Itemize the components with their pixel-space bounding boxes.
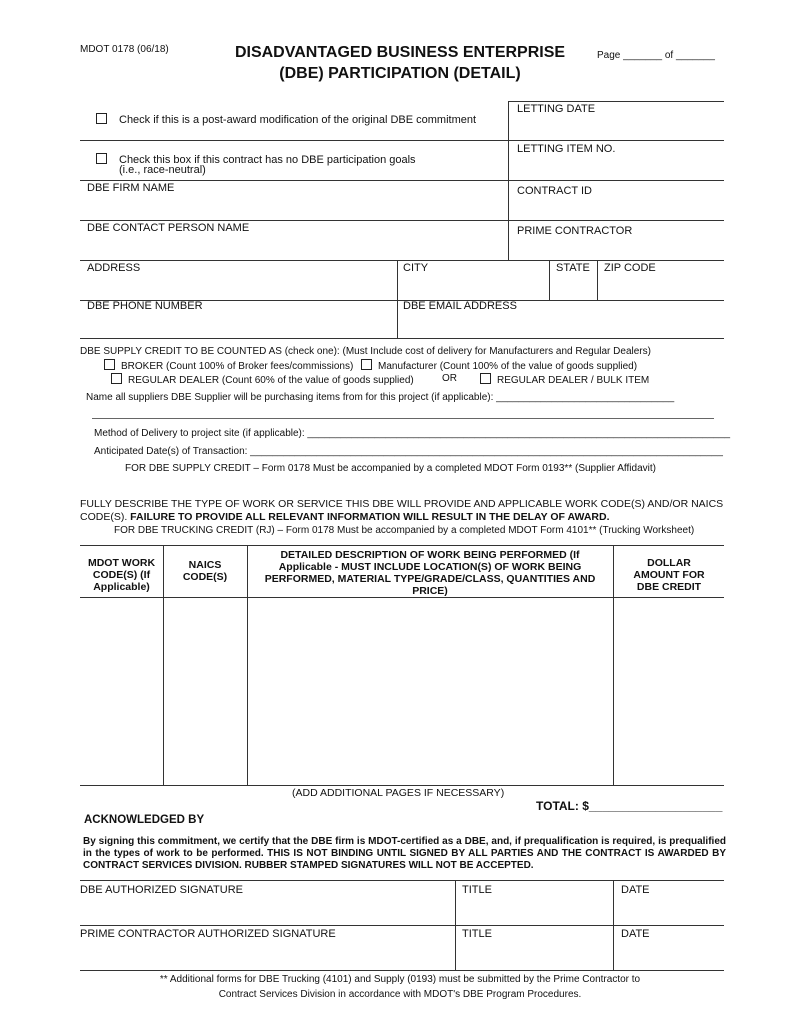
contract-id-field[interactable]: CONTRACT ID [517,185,592,197]
acknowledged-heading: ACKNOWLEDGED BY [84,814,205,826]
dbe-date-field[interactable]: DATE [621,884,650,896]
col-header-dollar-amount: DOLLAR AMOUNT FOR DBE CREDIT [633,557,705,593]
address-field[interactable]: ADDRESS [87,262,141,274]
state-field[interactable]: STATE [556,262,590,274]
checkbox[interactable] [111,373,122,384]
post-award-checkbox-row[interactable]: Check if this is a post-award modification of the original DBE commitment [96,113,476,126]
dbe-signature-field[interactable]: DBE AUTHORIZED SIGNATURE [80,884,243,896]
total-field[interactable]: TOTAL: $____________________ [536,799,723,813]
prime-signature-field[interactable]: PRIME CONTRACTOR AUTHORIZED SIGNATURE [80,928,336,940]
col-header-description: DETAILED DESCRIPTION OF WORK BEING PERFORMED (If Applicable - MUST INCLUDE LOCATION(S) OF WORK BEING PERFORMED, MATERIAL TYPE/GRADE/CLASS, QUANTITIES AND PRICE) [264,549,596,597]
work-instructions: FULLY DESCRIBE THE TYPE OF WORK OR SERVICE THIS DBE WILL PROVIDE AND APPLICABLE WORK CODE(S) AND/OR NAICS [80,498,724,510]
no-goals-checkbox-row[interactable]: Check this box if this contract has no DBE participation goals [96,153,416,166]
zip-field[interactable]: ZIP CODE [604,262,656,274]
supply-intro: DBE SUPPLY CREDIT TO BE COUNTED AS (check one): (Must Include cost of delivery for Manufacturers and Regular Dealers) [80,346,651,357]
email-field[interactable]: DBE EMAIL ADDRESS [403,300,517,312]
city-field[interactable]: CITY [403,262,429,274]
form-id: MDOT 0178 (06/18) [80,44,169,55]
no-goals-note: (i.e., race-neutral) [119,164,206,176]
regular-dealer-option[interactable]: REGULAR DEALER (Count 60% of the value of goods supplied) [111,373,414,386]
prime-date-field[interactable]: DATE [621,928,650,940]
footer-note-1: ** Additional forms for DBE Trucking (4101) and Supply (0193) must be submitted by the Prime Contractor to [159,974,641,985]
prime-title-field[interactable]: TITLE [462,928,492,940]
checkbox[interactable] [361,359,372,370]
broker-option[interactable]: BROKER (Count 100% of Broker fees/commissions) [104,359,353,372]
supply-note: FOR DBE SUPPLY CREDIT – Form 0178 Must be accompanied by a completed MDOT Form 0193** (Supplier Affidavit) [125,463,656,474]
bulk-item-option[interactable]: REGULAR DEALER / BULK ITEM [480,373,649,386]
dates-field[interactable]: Anticipated Date(s) of Transaction: _____________________________________________________________________________________ [94,446,723,457]
or-label: OR [442,373,457,384]
col-header-work-code: MDOT WORK CODE(S) (If Applicable) [87,557,156,593]
suppliers-field[interactable]: Name all suppliers DBE Supplier will be purchasing items from for this project (if applicable): ________________________________ [86,392,675,403]
phone-field[interactable]: DBE PHONE NUMBER [87,300,203,312]
col-header-naics: NAICS CODE(S) [182,559,228,583]
letting-item-field[interactable]: LETTING ITEM NO. [517,143,616,155]
checkbox[interactable] [96,113,107,124]
dbe-firm-name-field[interactable]: DBE FIRM NAME [87,182,175,194]
checkbox[interactable] [96,153,107,164]
trucking-note: FOR DBE TRUCKING CREDIT (RJ) – Form 0178 Must be accompanied by a completed MDOT Form 4101** (Trucking Worksheet) [114,525,695,536]
page-number: Page _______ of _______ [597,50,715,61]
letting-date-field[interactable]: LETTING DATE [517,103,596,115]
add-pages-note: (ADD ADDITIONAL PAGES IF NECESSARY) [292,787,505,799]
delivery-field[interactable]: Method of Delivery to project site (if applicable): ____________________________________________________________________________ [94,428,731,439]
prime-contractor-field[interactable]: PRIME CONTRACTOR [517,225,633,237]
checkbox[interactable] [104,359,115,370]
manufacturer-option[interactable]: Manufacturer (Count 100% of the value of goods supplied) [361,359,637,372]
footer-note-2: Contract Services Division in accordance with MDOT's DBE Program Procedures. [218,989,582,1000]
form-title: DISADVANTAGED BUSINESS ENTERPRISE [234,44,566,61]
contact-name-field[interactable]: DBE CONTACT PERSON NAME [87,222,250,234]
checkbox[interactable] [480,373,491,384]
form-subtitle: (DBE) PARTICIPATION (DETAIL) [279,65,521,82]
dbe-title-field[interactable]: TITLE [462,884,492,896]
work-warning: CODE(S). FAILURE TO PROVIDE ALL RELEVANT INFORMATION WILL RESULT IN THE DELAY OF AWARD. [80,511,610,523]
certification-text: By signing this commitment, we certify that the DBE firm is MDOT-certified as a DBE, and, if prequalification is required, is prequalified in the types of work to be performed. THIS IS NOT BINDING UNTIL SIGNED BY ALL PARTIES AND THE CONTRACT IS AWARDED BY CONTRACT SERVICES DIVISION. RUBBER STAMPED SIGNATURES WILL NOT BE ACCEPTED. [83,836,726,871]
